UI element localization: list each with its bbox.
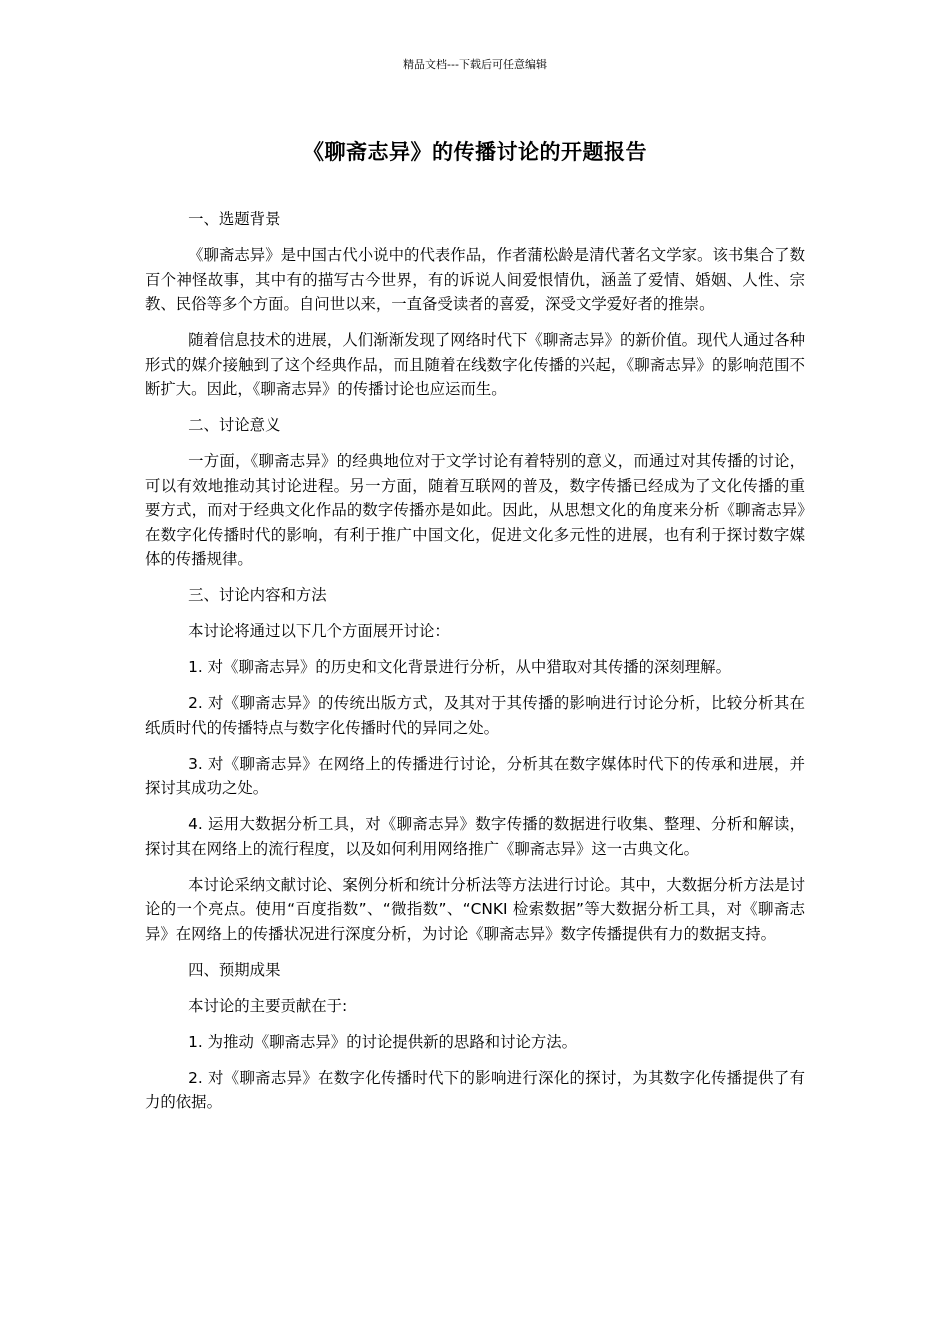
document-body <box>145 207 805 1126</box>
section-heading-background: 一、选题背景 <box>188 210 281 228</box>
document-title: 《聊斋志异》的传播讨论的开题报告 <box>303 140 647 164</box>
page-header: 精品文档---下载后可任意编辑 <box>403 58 547 71</box>
list-item-outcome-1: 1. 为推动《聊斋志异》的讨论提供新的思路和讨论方法。 <box>188 1032 578 1051</box>
paragraph-significance: 一方面，《聊斋志异》的经典地位对于文学讨论有着特别的意义，而通过对其传播的讨论，可以有效地推动其讨论进程。另一方面，随着互联网的普及，数字传播已经成为了文化传播的重要方式，而对于经典文化作品的数字传播亦是如此。因此，从思想文化的角度来分析《聊斋志异》在数字化传播时代的影响，有利于推广中国文化，促进文化多元性的进展，也有利于探讨数字媒体的传播规律。 <box>145 452 805 568</box>
paragraph-methods: 本讨论采纳文献讨论、案例分析和统计分析法等方法进行讨论。其中，大数据分析方法是讨论的一个亮点。使用“百度指数”、“微指数”、“CNKI 检索数据”等大数据分析工具，对《聊斋志异》在网络上的传播状况进行深度分析，为讨论《聊斋志异》数字传播提供有力的数据支持。 <box>145 875 805 943</box>
section-heading-outcomes: 四、预期成果 <box>188 960 281 979</box>
paragraph-background-1: 《聊斋志异》是中国古代小说中的代表作品，作者蒲松龄是清代著名文学家。该书集合了数百个神怪故事，其中有的描写古今世界，有的诉说人间爱恨情仇，涵盖了爱情、婚姻、人性、宗教、民俗等多个方面。自问世以来，一直备受读者的喜爱，深受文学爱好者的推崇。 <box>145 246 805 313</box>
list-item-outcome-2: 2. 对《聊斋志异》在数字化传播时代下的影响进行深化的探讨，为其数字化传播提供了有力的依据。 <box>145 1068 805 1111</box>
list-item-content-2: 2. 对《聊斋志异》的传统出版方式，及其对于其传播的影响进行讨论分析，比较分析其在纸质时代的传播特点与数字化传播时代的异同之处。 <box>145 694 805 737</box>
section-heading-content-methods: 三、讨论内容和方法 <box>188 586 327 604</box>
list-item-content-4: 4. 运用大数据分析工具，对《聊斋志异》数字传播的数据进行收集、整理、分析和解读，探讨其在网络上的流行程度，以及如何利用网络推广《聊斋志异》这一古典文化。 <box>145 815 805 858</box>
paragraph-outcomes-intro: 本讨论的主要贡献在于: <box>188 996 348 1015</box>
section-heading-significance: 二、讨论意义 <box>188 416 281 434</box>
list-item-content-3: 3. 对《聊斋志异》在网络上的传播进行讨论，分析其在数字媒体时代下的传承和进展，并探讨其成功之处。 <box>145 754 805 797</box>
paragraph-content-intro: 本讨论将通过以下几个方面展开讨论： <box>188 622 450 640</box>
paragraph-background-2: 随着信息技术的进展，人们渐渐发现了网络时代下《聊斋志异》的新价值。现代人通过各种形式的媒介接触到了这个经典作品，而且随着在线数字化传播的兴起，《聊斋志异》的影响范围不断扩大。因此，《聊斋志异》的传播讨论也应运而生。 <box>145 331 805 398</box>
list-item-content-1: 1. 对《聊斋志异》的历史和文化背景进行分析，从中猎取对其传播的深刻理解。 <box>188 658 731 676</box>
